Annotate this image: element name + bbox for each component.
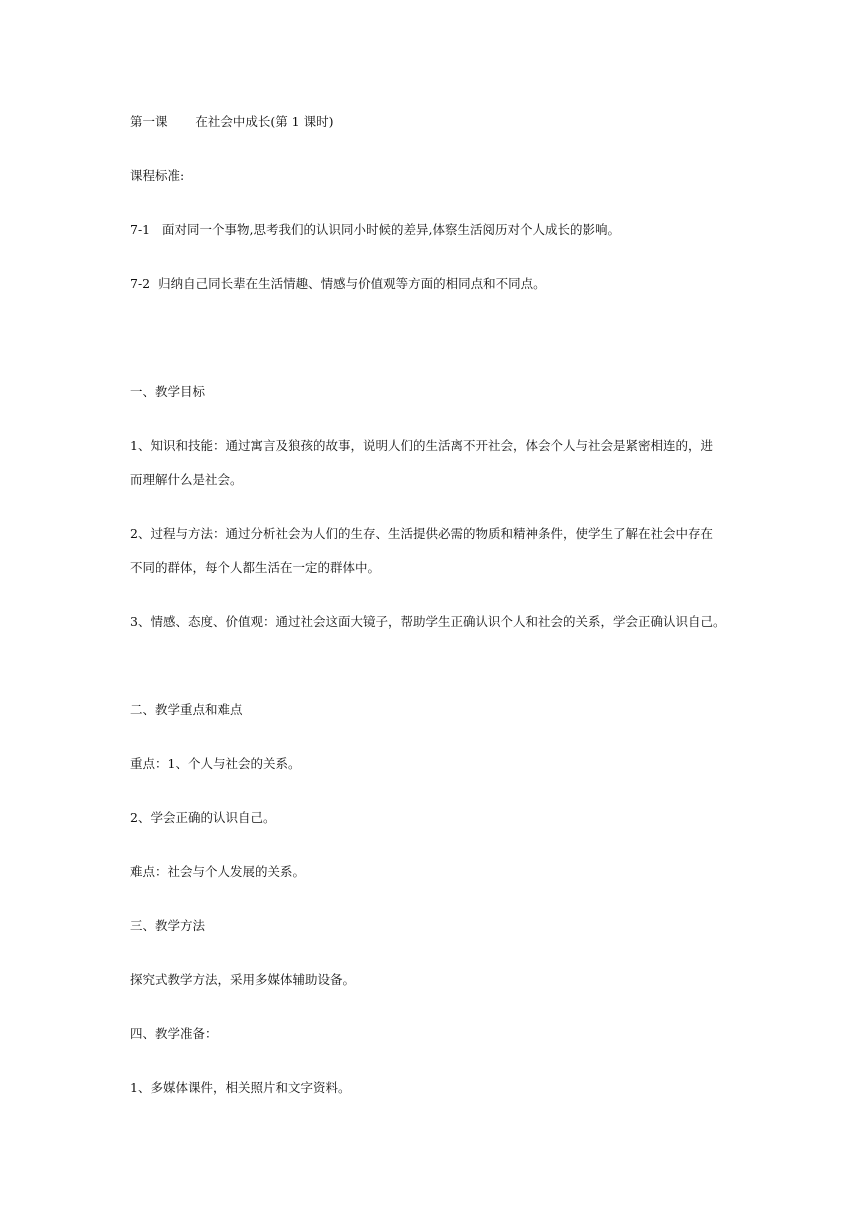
section-heading-teaching-goals: 一、教学目标 — [130, 384, 206, 399]
key-point-1: 重点：1、个人与社会的关系。 — [130, 756, 301, 771]
section-heading-teaching-method: 三、教学方法 — [130, 918, 206, 933]
standard-item-1: 7-1 面对同一个事物,思考我们的认识同小时候的差异,体察生活阅历对个人成长的影响。 — [130, 222, 620, 237]
goal-3: 3、情感、态度、价值观：通过社会这面大镜子，帮助学生正确认识个人和社会的关系，学会正确认识自己。 — [130, 614, 726, 629]
teaching-method: 探究式教学方法，采用多媒体辅助设备。 — [130, 972, 356, 987]
standard-item-2: 7-2 归纳自己同长辈在生活情趣、情感与价值观等方面的相同点和不同点。 — [130, 276, 546, 291]
lesson-title: 第一课 在社会中成长(第 1 课时) — [130, 114, 334, 129]
goal-1-line-2: 而理解什么是社会。 — [130, 472, 243, 487]
goal-1-line-1: 1、知识和技能：通过寓言及狼孩的故事，说明人们的生活离不开社会，体会个人与社会是紧密相连的，进 — [130, 438, 713, 453]
section-heading-teaching-preparation: 四、教学准备： — [130, 1026, 218, 1041]
goal-2-line-2: 不同的群体，每个人都生活在一定的群体中。 — [130, 560, 381, 575]
difficulty-point: 难点：社会与个人发展的关系。 — [130, 864, 306, 879]
goal-2-line-1: 2、过程与方法：通过分析社会为人们的生存、生活提供必需的物质和精神条件，使学生了解在社会中存在 — [130, 526, 713, 541]
section-heading-key-points: 二、教学重点和难点 — [130, 702, 243, 717]
key-point-2: 2、学会正确的认识自己。 — [130, 810, 276, 825]
curriculum-standard-heading: 课程标准: — [130, 168, 185, 183]
preparation-item-1: 1、多媒体课件，相关照片和文字资料。 — [130, 1080, 351, 1095]
